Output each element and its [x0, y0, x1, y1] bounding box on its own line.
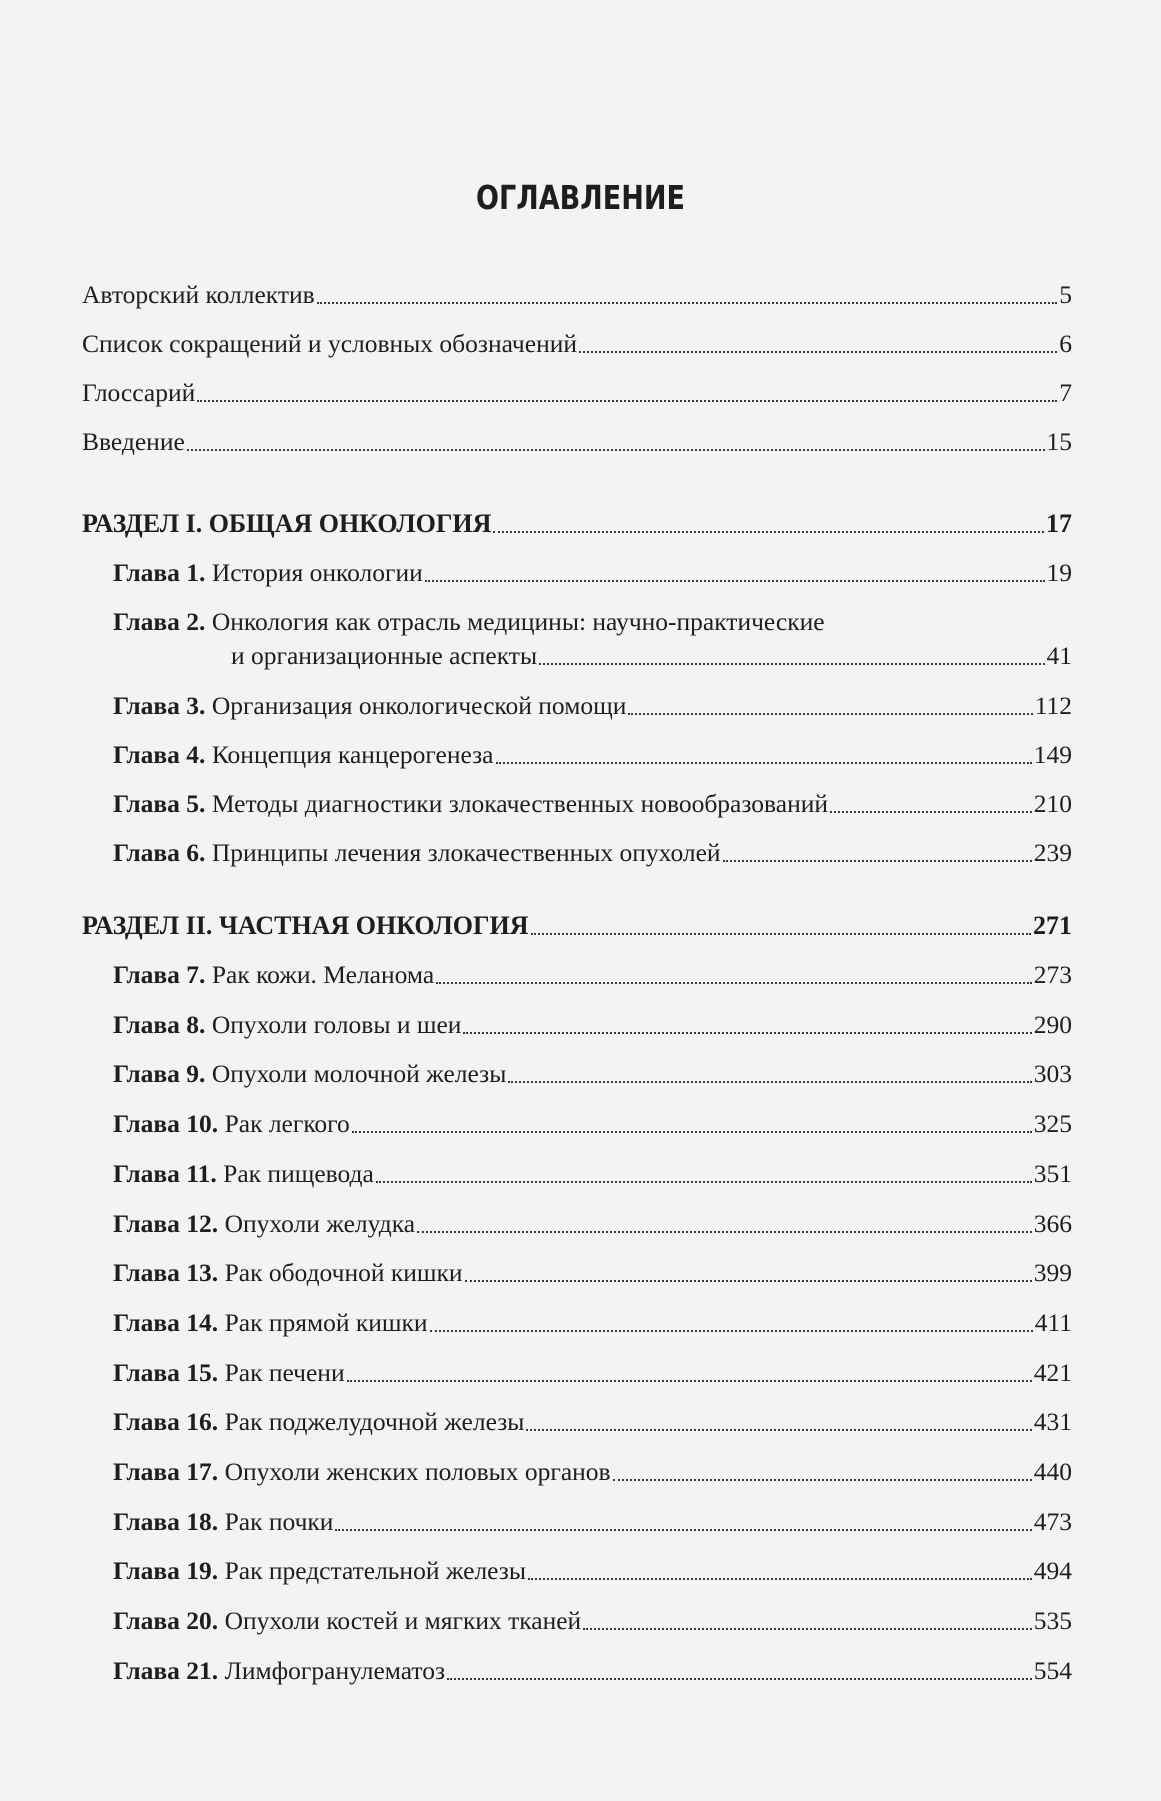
toc-page-number: 239 [1033, 838, 1072, 867]
toc-chapter [82, 1556, 1072, 1586]
toc-page-number: 431 [1033, 1407, 1072, 1437]
toc-chapter [82, 1606, 1072, 1636]
chapter-number: Глава 9. [113, 1059, 206, 1089]
chapter-number: Глава 3. [113, 691, 206, 720]
chapter-title: Рак почки [224, 1506, 334, 1536]
chapter-number: Глава 4. [113, 740, 206, 769]
leader-dots [539, 663, 1044, 665]
toc-page-number: 351 [1033, 1158, 1072, 1188]
toc-page-number: 7 [1059, 378, 1072, 407]
chapter-title: Лимфогранулематоз [224, 1655, 446, 1685]
toc-page-number: 149 [1033, 740, 1072, 769]
toc-entry [82, 329, 1072, 359]
chapter-number: Глава 12. [113, 1208, 219, 1238]
toc-page-number: 17 [1046, 509, 1072, 538]
leader-dots [463, 1032, 1031, 1034]
toc-page-number: 421 [1033, 1357, 1072, 1387]
toc-chapter [82, 838, 1072, 868]
toc-page-number: 399 [1033, 1258, 1072, 1288]
chapter-number: Глава 11. [113, 1158, 217, 1188]
chapter-title: Рак печени [224, 1357, 345, 1387]
toc-page-number: 41 [1046, 641, 1072, 670]
chapter-title: Концепция канцерогенеза [211, 740, 494, 769]
chapter-title: Рак легкого [224, 1109, 350, 1139]
leader-dots [613, 1479, 1032, 1481]
chapter-title: Методы диагностики злокачественных новообразований [211, 789, 829, 818]
toc-entry [82, 378, 1072, 408]
toc-chapter [82, 1407, 1072, 1437]
toc-page-number: 411 [1034, 1307, 1072, 1337]
toc-section-heading [82, 509, 1072, 539]
chapter-number: Глава 8. [113, 1009, 206, 1039]
chapter-title: Рак прямой кишки [224, 1307, 428, 1337]
toc-chapter [82, 1109, 1072, 1139]
chapter-number: Глава 18. [113, 1506, 219, 1536]
toc-page-number: 19 [1046, 558, 1072, 587]
toc-chapter [82, 1358, 1072, 1388]
leader-dots [723, 860, 1032, 862]
chapter-number: Глава 20. [113, 1606, 219, 1636]
leader-dots [436, 982, 1032, 984]
leader-dots [528, 1578, 1032, 1580]
leader-dots [447, 1678, 1032, 1680]
chapter-title: Опухоли молочной железы [211, 1059, 507, 1089]
leader-dots [526, 1429, 1031, 1431]
chapter-number: Глава 10. [113, 1109, 219, 1139]
chapter-title: Принципы лечения злокачественных опухолей [211, 838, 721, 867]
leader-dots [317, 302, 1058, 304]
chapter-number: Глава 19. [113, 1556, 219, 1586]
leader-dots [830, 811, 1032, 813]
toc-entry-label: Авторский коллектив [82, 280, 315, 309]
chapter-number: Глава 5. [113, 789, 206, 818]
chapter-title-line1: Онкология как отрасль медицины: научно-практические [211, 607, 825, 636]
leader-dots [335, 1529, 1031, 1531]
toc-page-number: 325 [1033, 1109, 1072, 1139]
leader-dots [425, 580, 1045, 582]
chapter-title: Организация онкологической помощи [211, 691, 627, 720]
toc-page-number: 271 [1033, 911, 1072, 940]
leader-dots [579, 351, 1057, 353]
toc-page-number: 210 [1033, 789, 1072, 818]
chapter-title: Рак пищевода [223, 1158, 374, 1188]
chapter-title: Опухоли женских половых органов [224, 1457, 611, 1486]
toc-page-number: 366 [1033, 1208, 1072, 1238]
chapter-title: Рак поджелудочной железы [224, 1407, 525, 1437]
toc-page-number: 6 [1059, 329, 1072, 358]
chapter-number: Глава 21. [113, 1655, 219, 1685]
toc-entry [82, 427, 1072, 457]
toc-chapter [82, 1010, 1072, 1040]
chapter-number: Глава 13. [113, 1258, 219, 1288]
chapter-title: Рак кожи. Меланома [211, 960, 435, 989]
toc-entry-label: Глоссарий [82, 378, 196, 407]
toc-page-number: 290 [1033, 1009, 1072, 1039]
toc-section-label: РАЗДЕЛ I. ОБЩАЯ ОНКОЛОГИЯ [82, 509, 492, 538]
toc-page-number: 440 [1033, 1457, 1072, 1486]
toc-chapter [82, 1209, 1072, 1239]
leader-dots [508, 1081, 1031, 1083]
chapter-number: Глава 14. [113, 1307, 219, 1337]
toc-chapter [82, 1059, 1072, 1089]
leader-dots [465, 1280, 1032, 1282]
toc-page-number: 273 [1033, 960, 1072, 989]
toc-chapter [82, 1258, 1072, 1288]
toc-chapter [82, 558, 1072, 588]
page-title: ОГЛАВЛЕНИЕ [475, 178, 686, 217]
chapter-number: Глава 6. [113, 838, 206, 867]
leader-dots [376, 1181, 1032, 1183]
leader-dots [187, 449, 1045, 451]
chapter-number: Глава 16. [113, 1407, 219, 1437]
toc-page-number: 554 [1033, 1655, 1072, 1685]
toc-page-number: 303 [1033, 1059, 1072, 1089]
chapter-title: Опухоли головы и шеи [211, 1009, 462, 1039]
leader-dots [496, 762, 1032, 764]
chapter-number: Глава 1. [113, 558, 206, 587]
toc-section-heading [82, 911, 1072, 941]
leader-dots [628, 713, 1032, 715]
leader-dots [417, 1231, 1032, 1233]
toc-chapter [82, 740, 1072, 770]
leader-dots [531, 933, 1032, 935]
toc-chapter [82, 789, 1072, 819]
toc-chapter [82, 1457, 1072, 1487]
leader-dots [352, 1131, 1032, 1133]
leader-dots [493, 531, 1044, 533]
toc-chapter [82, 691, 1072, 721]
toc-entry-label: Список сокращений и условных обозначений [82, 329, 578, 358]
chapter-title: Рак ободочной кишки [224, 1258, 463, 1288]
leader-dots [347, 1380, 1032, 1382]
chapter-number: Глава 15. [113, 1357, 219, 1387]
chapter-number: Глава 17. [113, 1457, 219, 1486]
toc-chapter [82, 607, 1072, 669]
leader-dots [430, 1330, 1033, 1332]
leader-dots [583, 1628, 1032, 1630]
chapter-title: Опухоли желудка [224, 1208, 416, 1238]
chapter-title-line2: и организационные аспекты [231, 641, 538, 670]
toc-page-number: 494 [1033, 1556, 1072, 1586]
toc-chapter [82, 1507, 1072, 1537]
chapter-title: Рак предстательной железы [224, 1556, 527, 1586]
toc-entry-label: Введение [82, 427, 185, 456]
chapter-number: Глава 2. [113, 607, 206, 636]
toc-entry [82, 280, 1072, 310]
toc-chapter [82, 1308, 1072, 1338]
chapter-title: История онкологии [211, 558, 423, 587]
leader-dots [197, 400, 1057, 402]
toc-chapter [82, 1656, 1072, 1686]
toc-page-number: 473 [1033, 1506, 1072, 1536]
toc-page-number: 535 [1033, 1606, 1072, 1636]
toc-page-number: 15 [1046, 427, 1072, 456]
toc-chapter [82, 1159, 1072, 1189]
toc-page-number: 112 [1034, 691, 1072, 720]
chapter-number: Глава 7. [113, 960, 206, 989]
toc-page-number: 5 [1059, 280, 1072, 309]
toc-section-label: РАЗДЕЛ II. ЧАСТНАЯ ОНКОЛОГИЯ [82, 911, 529, 940]
toc-chapter [82, 960, 1072, 990]
chapter-title: Опухоли костей и мягких тканей [224, 1606, 582, 1636]
